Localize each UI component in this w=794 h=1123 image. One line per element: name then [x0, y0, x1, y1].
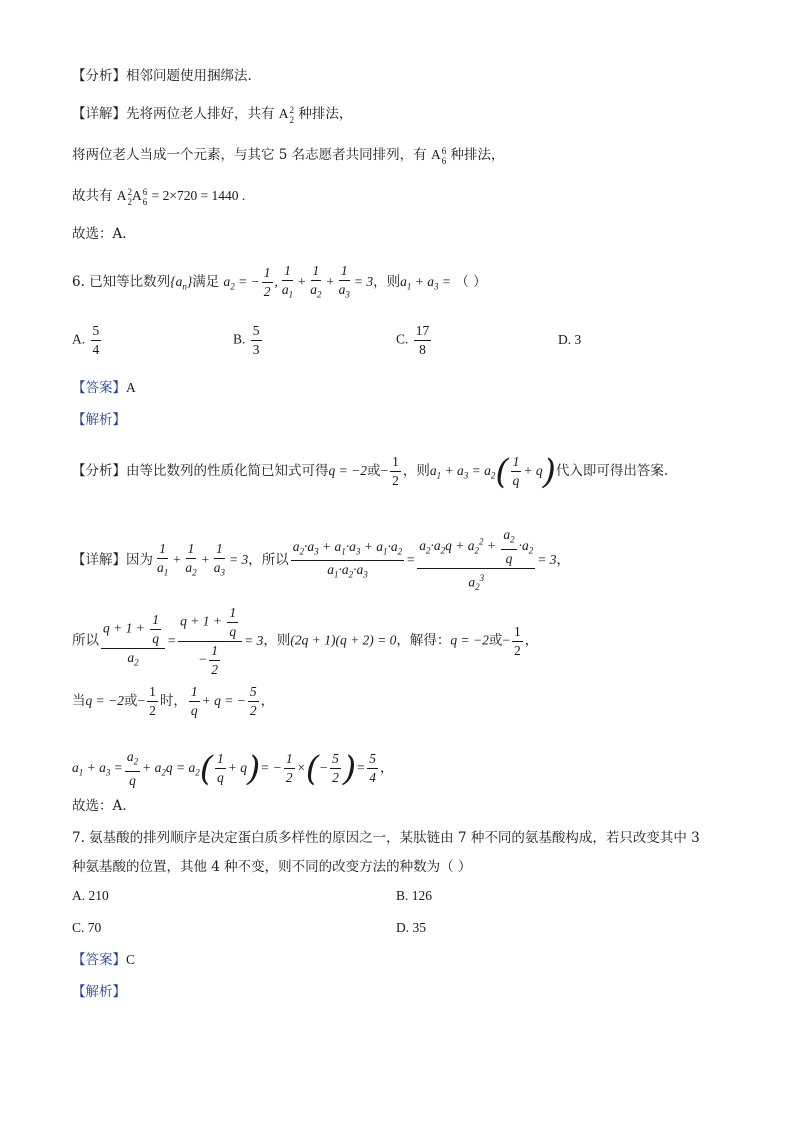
question-text: 满足	[192, 273, 220, 290]
formula-a66: A 6 6	[430, 145, 447, 166]
detail-line-q6-4: $a_1 + a_3$ = $\frac{a_2}{q}$ + $a_2q = a_2$( $\frac{1}{q}$ + q)= − $\frac{1}{2}$ ×(− $\frac{5}{2}$ )= $\frac{5}{4}$ ，	[72, 748, 394, 789]
answer-blank: （ ）	[455, 273, 487, 290]
formula-result: = 2×720 = 1440 .	[151, 188, 246, 203]
detail-text: 或	[488, 632, 503, 649]
answer-value: C	[126, 952, 136, 967]
formula-solution: q = −2	[450, 632, 489, 648]
solution-tag: 【解析】	[72, 412, 126, 428]
option-label: D. 35	[396, 920, 426, 935]
detail-text-end: 种排法，	[298, 106, 353, 122]
option-c	[72, 920, 101, 936]
answer-tag: 【答案】	[72, 952, 126, 968]
analysis-tag: 【分析】	[72, 68, 126, 84]
detail-text: ，解得：	[396, 632, 451, 649]
analysis-tag: 【分析】	[72, 463, 126, 479]
detail-line-q6-1: 【详解】因为 $\frac{1}{a_1}$ + $\frac{1}{a_2}$ + $\frac{1}{a_3}$ = 3，所以 $\frac{a_2\cdot a_3 + a_1\cdot a_3 + a_1\cdot a_2}{a_1\cdot a_2\cdot a_3}$ = $a_2\cdot a_2q + a_2^2$ + $\frac{a_2}{q}$ $\cdot a_2$ $a_2^3$ = 3，	[72, 527, 570, 592]
analysis-line-q6: 【分析】由等比数列的性质化简已知式可得q = −2或− $\frac{1}{2}$ ，则$a_1 + a_3 = a_2$( $\frac{1}{q}$ + q)代入即可得出答案.	[72, 451, 669, 492]
detail-text: ，所以	[248, 552, 289, 569]
question-text: ，则	[373, 273, 401, 290]
question-text: 7. 氨基酸的排列顺序是决定蛋白质多样性的原因之一，某肽链由 7 种不同的氨基酸构成，若只改变其中 3	[72, 830, 700, 846]
formula-sum: $a_1 + a_3 = a_2$( $\frac{1}{q}$ + q)	[429, 451, 556, 492]
formula-a22: A 2 2	[278, 104, 295, 125]
option-b-value: $\frac{5}{3}$	[252, 323, 260, 357]
option-d	[396, 920, 426, 936]
option-label: C.	[396, 331, 409, 347]
option-d	[558, 332, 581, 348]
detail-line-2	[72, 145, 505, 166]
analysis-line-1	[72, 66, 252, 86]
analysis-text: 由等比数列的性质化简已知式可得	[126, 463, 329, 479]
formula-condition: $a_2$ = − $\frac{1}{2}$ , $\frac{1}{a_1}$ + $\frac{1}{a_2}$ + $\frac{1}{a_3}$ = 3	[223, 263, 374, 300]
formula-eval: $\frac{1}{q}$ + q = − $\frac{5}{2}$	[190, 684, 257, 719]
detail-text: 当	[72, 693, 86, 709]
detail-tag: 【详解】	[72, 106, 126, 122]
formula-half: $\frac{1}{2}$	[149, 684, 156, 718]
formula-q: q = −2	[328, 463, 367, 478]
detail-text: 或	[123, 693, 138, 709]
detail-line-q6-3: 当q = −2或− $\frac{1}{2}$ 时， $\frac{1}{q}$ + q = − $\frac{5}{2}$ ，	[72, 684, 275, 719]
option-a	[72, 322, 103, 359]
choose-line	[72, 224, 127, 244]
answer-line-q7	[72, 950, 135, 970]
question-text: 已知等比数列	[89, 273, 171, 290]
question-6	[72, 262, 487, 304]
analysis-text: 相邻问题使用捆绑法.	[126, 68, 252, 84]
answer-line	[72, 378, 136, 398]
solution-tag-line	[72, 410, 126, 430]
detail-text: 因为	[126, 552, 153, 569]
option-b	[396, 888, 432, 904]
option-label: A.	[72, 331, 86, 347]
choose-text: 故选：A.	[72, 798, 127, 814]
answer-value: A	[126, 380, 136, 395]
detail-line-1	[72, 104, 352, 125]
question-number: 6.	[72, 273, 85, 290]
choose-line-q6	[72, 796, 127, 816]
detail-text-end: 种排法，	[450, 147, 505, 163]
formula-a66: A 6 6	[132, 186, 148, 207]
solution-tag-line-q7	[72, 982, 126, 1002]
formula-expansion: $\frac{a_2\cdot a_3 + a_1\cdot a_3 + a_1\cdot a_2}{a_1\cdot a_2\cdot a_3}$ = $a_2\cdot a_2q + a_2^2$ + $\frac{a_2}{q}$ $\cdot a_2$ $a_2^3$ = 3	[292, 527, 557, 592]
formula-ratio: q + 1 + $\frac{1}{q}$ $a_2$ = q + 1 + $\frac{1}{q}$ − $\frac{1}{2}$ = 3	[103, 605, 264, 677]
formula-reciprocal-sum: $\frac{1}{a_1}$ + $\frac{1}{a_2}$ + $\frac{1}{a_3}$ = 3	[157, 541, 249, 578]
option-c	[396, 322, 433, 359]
formula-final: $a_1 + a_3$ = $\frac{a_2}{q}$ + $a_2q = a_2$( $\frac{1}{q}$ + q)= − $\frac{1}{2}$ ×(− $\frac{5}{2}$ )= $\frac{5}{4}$	[72, 748, 377, 789]
formula-half: $\frac{1}{2}$	[392, 454, 399, 488]
choose-text: 故选：A.	[72, 226, 127, 242]
analysis-text: 代入即可得出答案.	[555, 463, 669, 479]
detail-text: ，则	[263, 632, 291, 649]
detail-text: 所以	[72, 632, 99, 649]
detail-text: 将两位老人当成一个元素，与其它 5 名志愿者共同排列，有	[72, 147, 427, 163]
formula-factor: (2q + 1)(q + 2) = 0	[290, 632, 397, 648]
option-label: C. 70	[72, 920, 102, 935]
detail-text: 先将两位老人排好，共有	[126, 106, 275, 122]
formula-a22: A 2 2	[116, 186, 133, 207]
formula-sequence: $\{a_n\}$	[170, 273, 193, 292]
option-label: B.	[233, 331, 246, 347]
formula-half: $\frac{1}{2}$	[514, 623, 521, 658]
option-b	[233, 322, 264, 359]
detail-text: 故共有	[72, 188, 113, 204]
question-text: 种氨基酸的位置，其他 4 种不变，则不同的改变方法的种数为（ ）	[72, 859, 472, 875]
option-a-value: $\frac{5}{4}$	[92, 323, 100, 357]
detail-tag: 【详解】	[72, 552, 126, 569]
option-label: D. 3	[558, 332, 582, 347]
option-c-value: $\frac{17}{8}$	[415, 323, 430, 357]
option-label: B. 126	[396, 888, 433, 903]
question-7-line-1	[72, 828, 700, 848]
option-label: A. 210	[72, 888, 109, 903]
answer-tag: 【答案】	[72, 380, 126, 396]
analysis-text: ，则	[402, 463, 430, 479]
analysis-text: 或	[366, 463, 381, 479]
solution-tag: 【解析】	[72, 984, 126, 1000]
detail-line-q6-2: 所以 q + 1 + $\frac{1}{q}$ $a_2$ = q + 1 + $\frac{1}{q}$ − $\frac{1}{2}$ = 3，则(2q + 1)(q + 2) = 0，解得：q = −2或− $\frac{1}{2}$ ，	[72, 605, 539, 677]
formula-target: $a_1 + a_3$ =	[400, 273, 452, 292]
option-a	[72, 888, 109, 904]
formula-q: q = −2	[85, 693, 124, 708]
question-7-line-2	[72, 857, 471, 877]
detail-text: 时，	[159, 693, 187, 709]
detail-line-3	[72, 186, 245, 207]
